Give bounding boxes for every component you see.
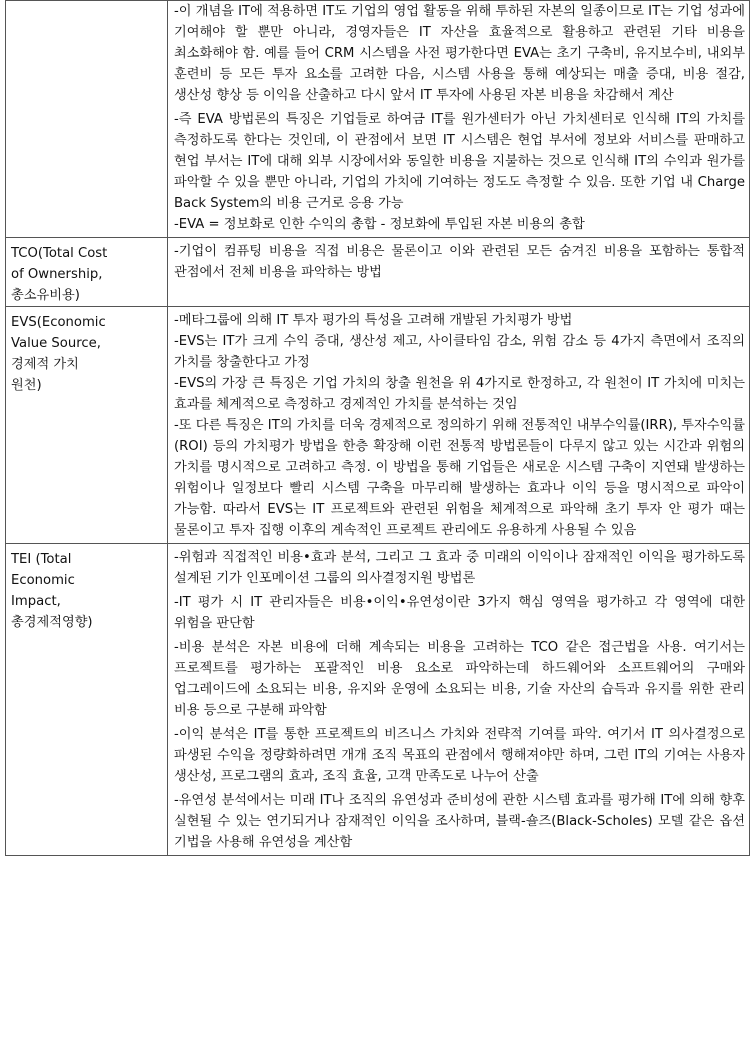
term-label-line: Impact,: [11, 594, 61, 609]
term-label-line: 총소유비용): [11, 288, 80, 303]
description-paragraph: -기업이 컴퓨팅 비용을 직접 비용은 물론이고 이와 관련된 모든 숨겨진 비용을 포함하는 통합적 관점에서 전체 비용을 파악하는 방법: [174, 244, 745, 280]
description-cell: [168, 544, 750, 856]
description-cell: [168, 238, 750, 307]
table-row-tei: [6, 544, 750, 856]
term-label-line: TEI (Total: [11, 552, 72, 567]
description-paragraph: -EVA = 정보화로 인한 수익의 총합 - 정보화에 투입된 자본 비용의 총합: [174, 217, 585, 232]
description-paragraph: -위험과 직접적인 비용•효과 분석, 그리고 그 효과 중 미래의 이익이나 잠재적인 이익을 평가하도록 설계된 기가 인포메이션 그룹의 의사결정지원 방법론: [174, 550, 745, 586]
table-row-evs: [6, 307, 750, 544]
it-valuation-table: [5, 0, 750, 856]
term-label-line: 원천): [11, 378, 42, 393]
term-label-line: 경제적 가치: [11, 357, 79, 372]
description-paragraph: -EVS는 IT가 크게 수익 증대, 생산성 제고, 사이클타임 감소, 위험 감소 등 4가지 측면에서 조직의 가치를 창출한다고 가정: [174, 334, 745, 370]
term-cell: [6, 544, 168, 856]
term-label-line: of Ownership,: [11, 267, 103, 282]
description-paragraph: -메타그룹에 의해 IT 투자 평가의 특성을 고려해 개발된 가치평가 방법: [174, 313, 573, 328]
table-row-tco: [6, 238, 750, 307]
description-paragraph: -이익 분석은 IT를 통한 프로젝트의 비즈니스 가치와 전략적 기여를 파악. 여기서 IT 의사결정으로 파생된 수익을 정량화하려면 개개 조직 목표의 관점에서 행해져야만 하며, 그런 IT의 기여는 사용자 생산성, 프로그램의 효과, 조직 효율, 고객 만족도로 나누어 산출: [174, 727, 745, 784]
description-paragraph: -비용 분석은 자본 비용에 더해 계속되는 비용을 고려하는 TCO 같은 접근법을 사용. 여기서는 프로젝트를 평가하는 포괄적인 비용 요소로 파악하는데 하드웨어와 소프트웨어의 구매와 업그레이드에 소요되는 비용, 유지와 운영에 소요되는 비용, 기술 자산의 습득과 유지를 위한 관리 비용 등으로 구분해 파악함: [174, 640, 745, 718]
table-row-eva: [6, 1, 750, 238]
term-label-line: TCO(Total Cost: [11, 246, 108, 261]
term-cell: [6, 307, 168, 544]
term-cell: [6, 238, 168, 307]
term-label-line: Value Source,: [11, 336, 101, 351]
description-paragraph: -EVS의 가장 큰 특징은 기업 가치의 창출 원천을 위 4가지로 한정하고, 각 원천이 IT 가치에 미치는 효과를 체계적으로 측정하고 경제적인 가치를 분석하는 것임: [174, 376, 745, 412]
description-cell: [168, 1, 750, 238]
term-label-line: Economic: [11, 573, 75, 588]
term-label-line: 총경제적영향): [11, 615, 93, 630]
term-label-line: EVS(Economic: [11, 315, 106, 330]
term-cell-empty: [6, 1, 168, 238]
description-paragraph: -또 다른 특징은 IT의 가치를 더욱 경제적으로 정의하기 위해 전통적인 내부수익률(IRR), 투자수익률(ROI) 등의 가치평가 방법을 한층 확장해 이런 전통적 방법론들이 다루지 않고 있는 시간과 위험의 가치를 명시적으로 고려하고 측정. 이 방법을 통해 기업들은 새로운 시스템 구축이 지연돼 발생하는 위험이나 일정보다 빨리 시스템 구축을 마무리해 발생하는 효과나 이익 등을 명시적으로 파악이 가능함. 따라서 EVS는 IT 프로젝트와 관련된 위험을 체계적으로 파악해 초기 투자 안 평가 때는 물론이고 투자 집행 이후의 계속적인 프로젝트 관리에도 유용하게 사용될 수 있음: [174, 418, 745, 538]
description-paragraph: -이 개념을 IT에 적용하면 IT도 기업의 영업 활동을 위해 투하된 자본의 일종이므로 IT는 기업 성과에 기여해야 할 뿐만 아니라, 경영자들은 IT 자산을 효율적으로 활용하고 관련된 기타 비용을 최소화해야 함. 예를 들어 CRM 시스템을 사전 평가한다면 EVA는 초기 구축비, 유지보수비, 내외부 훈련비 등 모든 투자 요소를 고려한 다음, 시스템 사용을 통해 예상되는 매출 증대, 비용 절감, 생산성 향상 등 이익을 산출하고 다시 앞서 IT 투자에 사용된 자본 비용을 차감해서 계산: [174, 4, 745, 103]
description-cell: [168, 307, 750, 544]
description-paragraph: -유연성 분석에서는 미래 IT나 조직의 유연성과 준비성에 관한 시스템 효과를 평가해 IT에 의해 향후 실현될 수 있는 연기되거나 잠재적인 이익을 조사하며, 블랙-숄즈(Black-Scholes) 모델 같은 옵션 기법을 사용해 유연성을 계산함: [174, 793, 745, 850]
description-paragraph: -즉 EVA 방법론의 특징은 기업들로 하여금 IT를 원가센터가 아닌 가치센터로 인식해 IT의 가치를 측정하도록 한다는 것인데, 이 관점에서 보면 IT 시스템은 현업 부서에 정보와 서비스를 판매하고 현업 부서는 IT에 대해 외부 시장에서와 동일한 비용을 지불하는 것으로 인식해 IT의 수익과 원가를 파악할 수 있을 뿐만 아니라, 기업의 가치에 기여하는 정도도 측정할 수 있음. 또한 기업 내 Charge Back System의 비용 근거로 응용 가능: [174, 112, 745, 211]
description-paragraph: -IT 평가 시 IT 관리자들은 비용•이익•유연성이란 3가지 핵심 영역을 평가하고 각 영역에 대한 위험을 판단함: [174, 595, 745, 631]
